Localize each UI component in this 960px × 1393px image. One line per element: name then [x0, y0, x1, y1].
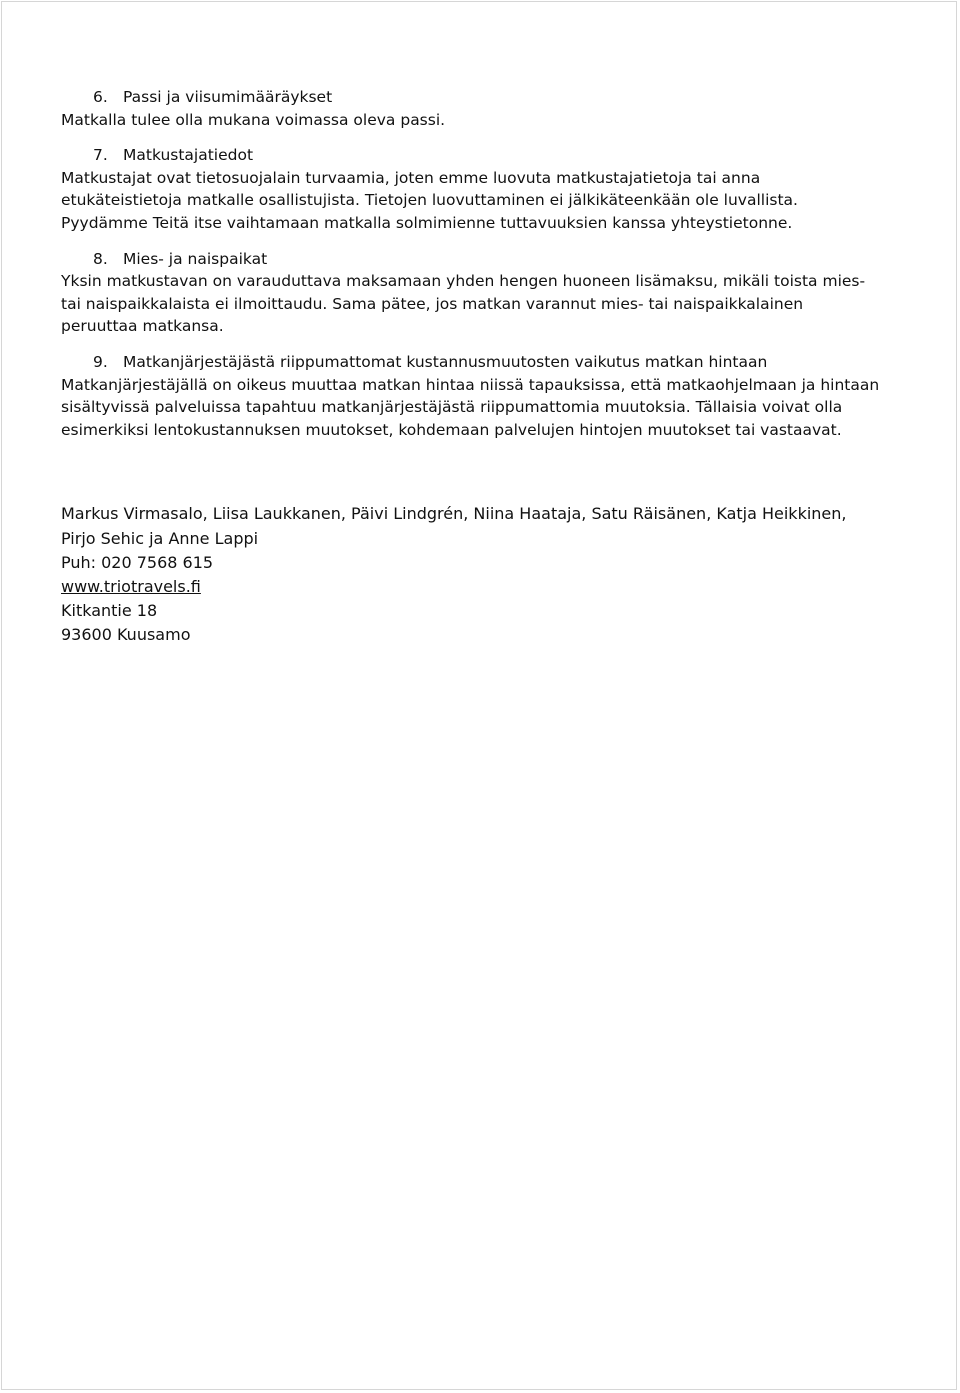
section-number: 7.	[93, 146, 108, 165]
section-heading	[61, 351, 881, 374]
section-body: Matkanjärjestäjällä on oikeus muuttaa matkan hintaa niissä tapauksissa, että matkaohjelmaan ja hintaan sisältyvissä palveluissa tapahtuu matkanjärjestäjästä riippumattomia muutoksia. Tällaisia voivat olla esimerkiksi lentokustannuksen muutokset, kohdemaan palvelujen hintojen muutokset tai vastaavat.	[61, 375, 880, 439]
section-passenger-info	[61, 144, 881, 234]
contact-phone: Puh: 020 7568 615	[61, 552, 214, 572]
section-room-sharing	[61, 248, 881, 338]
section-body: Yksin matkustavan on varauduttava maksamaan yhden hengen huoneen lisämaksu, mikäli toista mies- tai naispaikkalaista ei ilmoittaudu. Sama pätee, jos matkan varannut mies- tai naispaikkalainen peruuttaa matkansa.	[61, 272, 866, 336]
contact-block	[61, 502, 881, 647]
section-number: 6.	[93, 88, 108, 106]
section-number: 8.	[93, 249, 108, 268]
section-title: Matkanjärjestäjästä riippumattomat kustannusmuutosten vaikutus matkan hintaan	[123, 352, 768, 371]
section-heading	[61, 86, 881, 109]
contact-names: Markus Virmasalo, Liisa Laukkanen, Päivi Lindgrén, Niina Haataja, Satu Räisänen, Katja Heikkinen, Pirjo Sehic ja Anne Lappi	[61, 504, 847, 548]
section-heading	[61, 144, 881, 167]
contact-city: 93600 Kuusamo	[61, 625, 191, 645]
section-number: 9.	[93, 352, 108, 371]
section-title: Mies- ja naispaikat	[123, 249, 268, 268]
section-body: Matkalla tulee olla mukana voimassa oleva passi.	[61, 110, 446, 129]
section-title: Matkustajatiedot	[123, 146, 254, 165]
section-body: Matkustajat ovat tietosuojalain turvaamia, joten emme luovuta matkustajatietoja tai anna etukäteistietoja matkalle osallistujista. Tietojen luovuttaminen ei jälkikäteenkään ole luvallista. Pyydämme Teitä itse vaihtamaan matkalla solmimienne tuttavuuksien kanssa yhteystietonne.	[61, 168, 798, 232]
section-price-changes	[61, 351, 881, 441]
section-title: Passi ja viisumimääräykset	[123, 88, 333, 106]
document-content	[61, 86, 881, 648]
website-link[interactable]: www.triotravels.fi	[61, 576, 201, 596]
document-page	[1, 1, 957, 1390]
contact-street: Kitkantie 18	[61, 601, 158, 621]
section-heading	[61, 248, 881, 271]
section-passport	[61, 86, 881, 131]
